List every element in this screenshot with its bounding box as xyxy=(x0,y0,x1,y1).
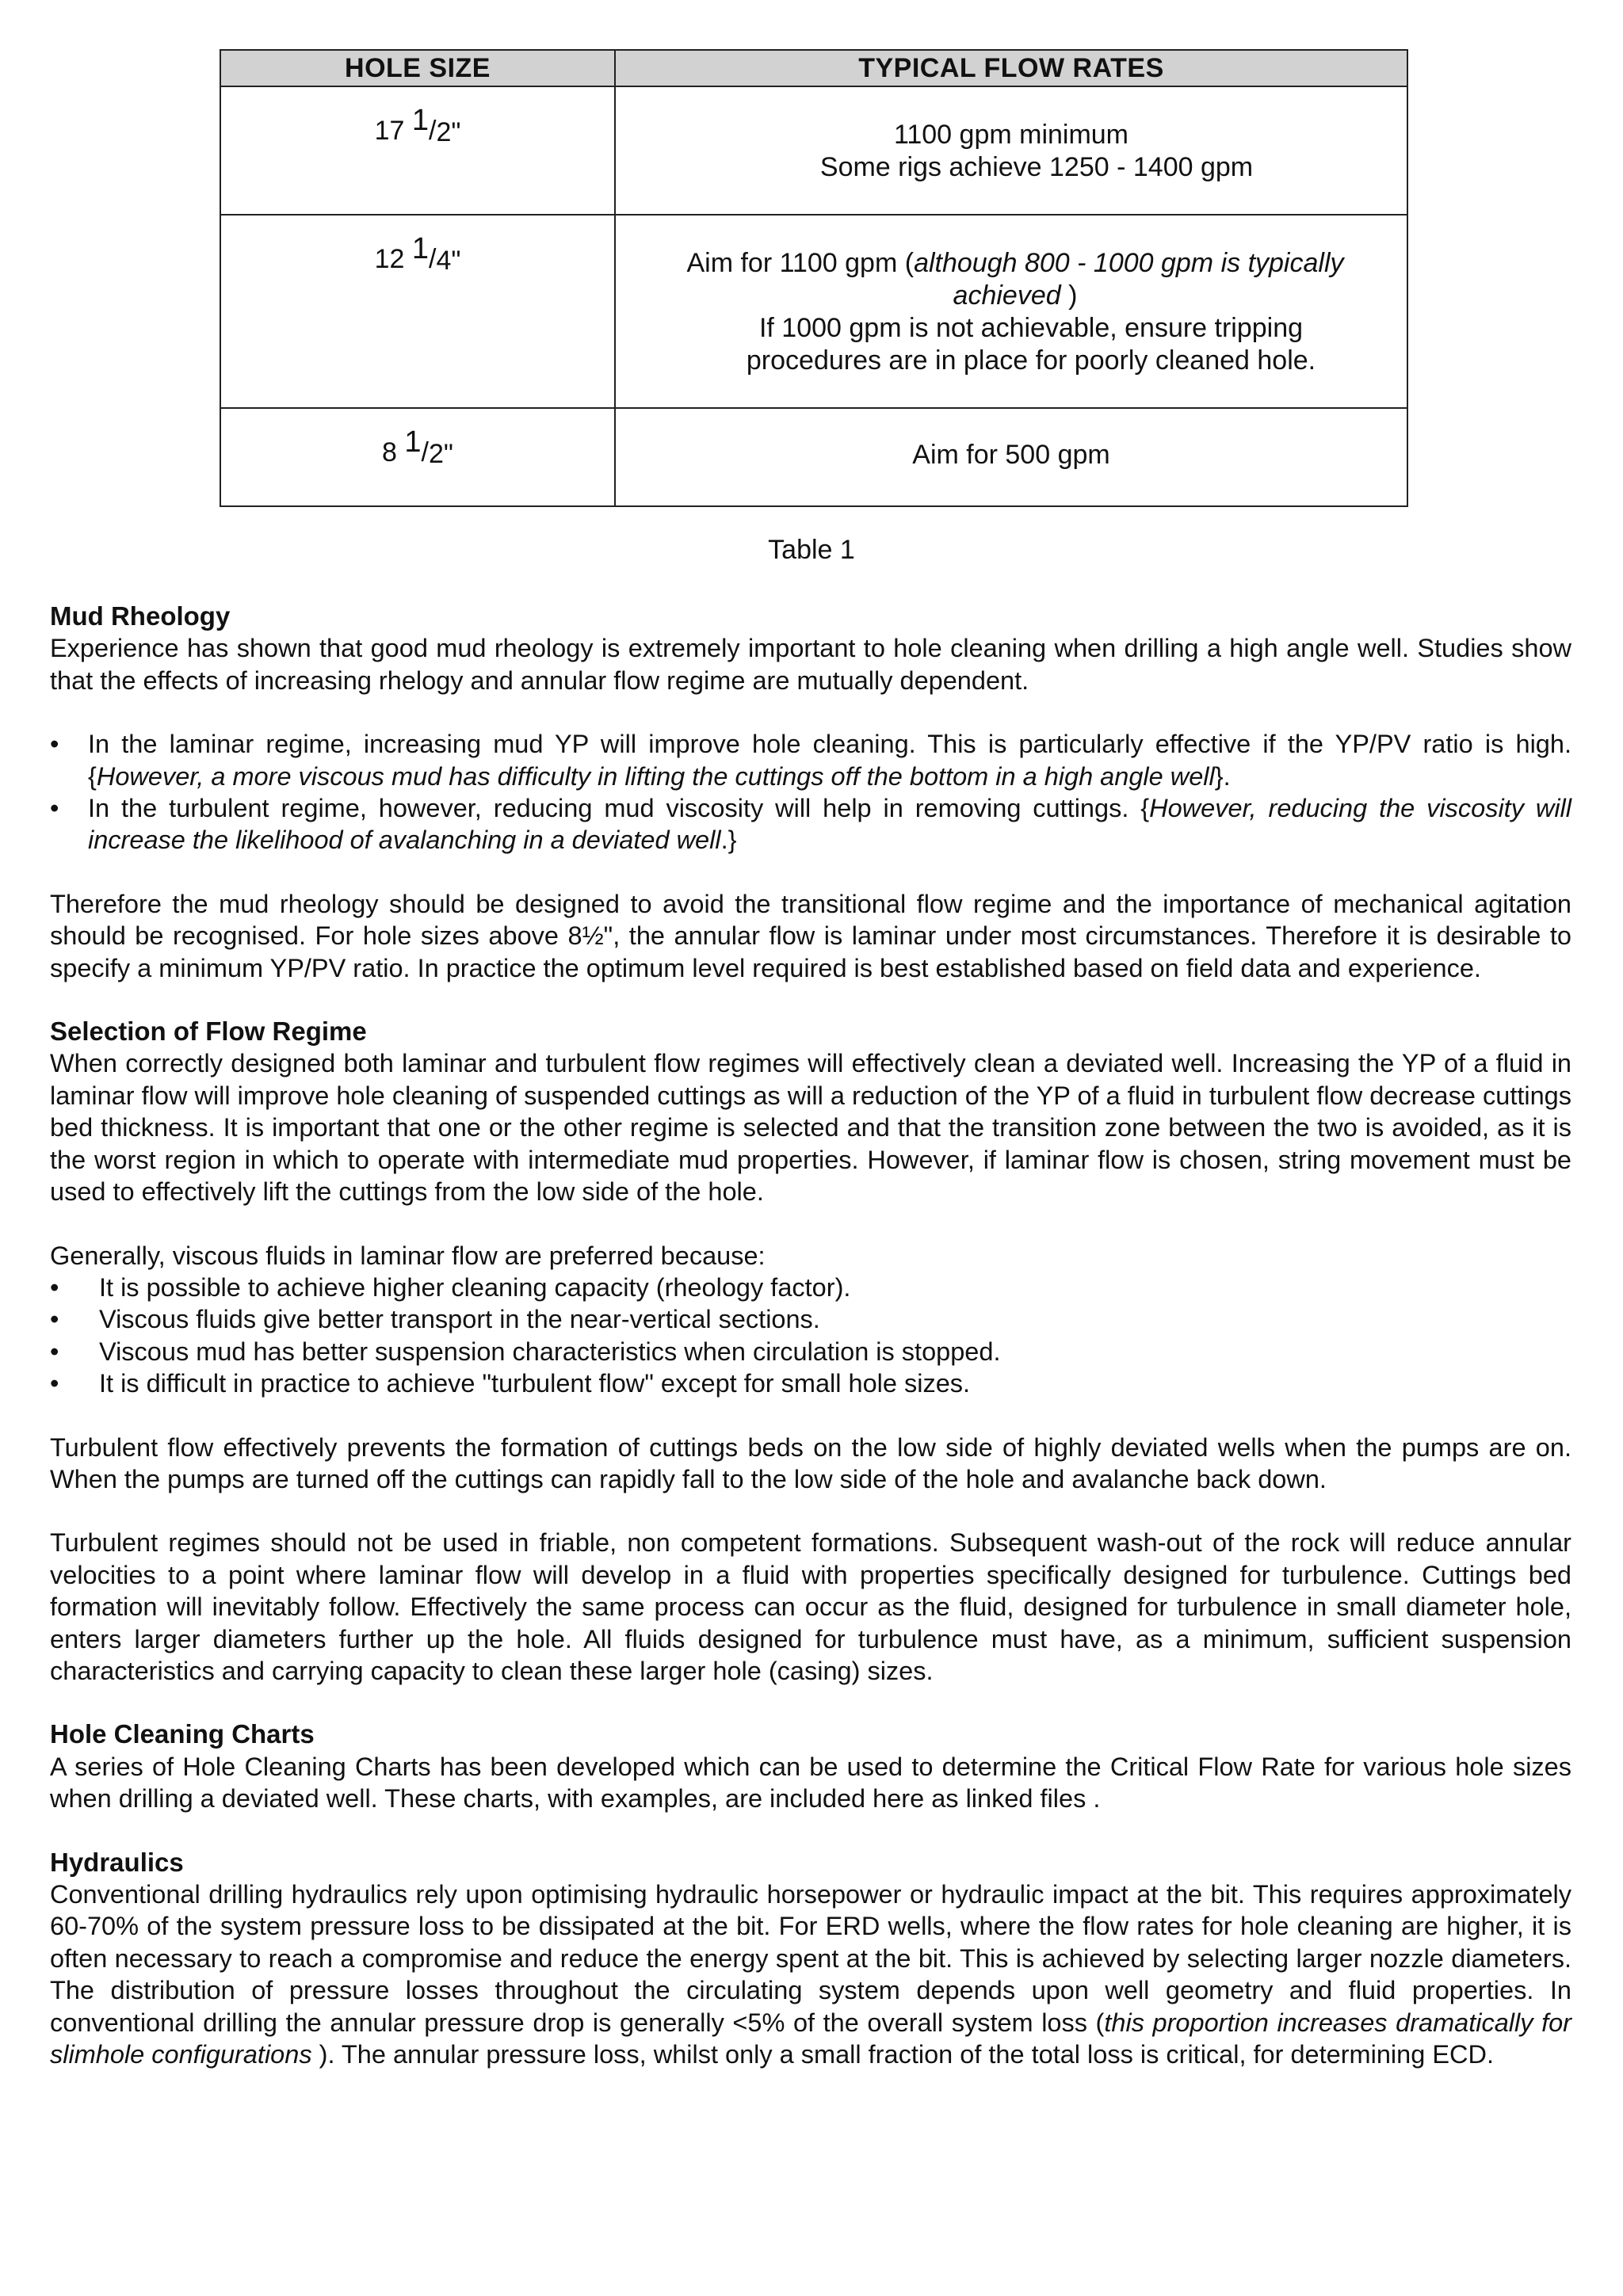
flow-rate-table xyxy=(220,49,1408,507)
table-caption: Table 1 xyxy=(768,535,855,565)
heading-mud-rheology: Mud Rheology xyxy=(50,601,231,631)
flow-rate-line: Some rigs achieve 1250 - 1400 gpm xyxy=(819,152,1254,182)
heading-hydraulics: Hydraulics xyxy=(50,1847,184,1877)
paragraph: Therefore the mud rheology should be designed to avoid the transitional flow regime and the importance of mechanical agitation should be recognised. For hole sizes above 8½", the annular flow is laminar under most circumstances. Therefore it is desirable to specify a minimum YP/PV ratio. In practice the optimum level required is best established based on field data and experience. xyxy=(50,889,1571,982)
table-row xyxy=(220,86,1407,215)
list-item: • It is possible to achieve higher cleaning capacity (rheology factor). xyxy=(50,1272,1571,1303)
flow-rate-line: Aim for 500 gpm xyxy=(912,440,1110,470)
heading-hole-cleaning-charts: Hole Cleaning Charts xyxy=(50,1719,315,1749)
hole-size-cell xyxy=(220,408,615,506)
heading-selection-of-flow-regime: Selection of Flow Regime xyxy=(50,1016,367,1047)
header-hole-size: HOLE SIZE xyxy=(220,50,615,86)
table-row xyxy=(220,215,1407,408)
paragraph: Conventional drilling hydraulics rely upon optimising hydraulic horsepower or hydraulic impact at the bit. This requires approximately 60-70% of the system pressure loss to be dissipated at the bit. For ERD wells, where the flow rates for hole cleaning are higher, it is often necessary to reach a compromise and reduce the energy spent at the bit. This is achieved by selecting larger nozzle diameters. The distribution of pressure losses throughout the circulating system depends upon well geometry and fluid properties. In conventional drilling the annular pressure drop is generally <5% of the overall system loss (this proportion increases dramatically for slimhole configurations ). The annular pressure loss, whilst only a small fraction of the total loss is critical, for determining ECD. xyxy=(50,1880,1571,2069)
paragraph: Experience has shown that good mud rheology is extremely important to hole cleaning when drilling a high angle well. Studies show that the effects of increasing rhelogy and annular flow regime are mutually dependent. xyxy=(50,634,1571,695)
hole-size-cell xyxy=(220,215,615,408)
list-item: • Viscous fluids give better transport in the near-vertical sections. xyxy=(50,1303,1571,1335)
paragraph: Generally, viscous fluids in laminar flow are preferred because: xyxy=(50,1241,766,1270)
paragraph: Turbulent regimes should not be used in friable, non competent formations. Subsequent wash-out of the rock will reduce annular velocities to a point where laminar flow will develop in a fluid with properties specifically designed for turbulence. Cuttings bed formation will inevitably follow. Effectively the same process can occur as the fluid, designed for turbulence in small diameter hole, enters larger diameters further up the hole. All fluids designed for turbulence must have, as a minimum, sufficient suspension characteristics and carrying capacity to clean these larger hole (casing) sizes. xyxy=(50,1528,1571,1685)
hole-size-value: 8 $^1/_{2"}$ xyxy=(382,425,453,469)
list-item: • Viscous mud has better suspension characteristics when circulation is stopped. xyxy=(50,1336,1571,1367)
hole-size-value: 12 $^1/_{4"}$ xyxy=(374,232,461,276)
list-item: • It is difficult in practice to achieve "turbulent flow" except for small hole sizes. xyxy=(50,1367,1571,1399)
flow-rate-cell xyxy=(615,408,1407,506)
paragraph: Turbulent flow effectively prevents the formation of cuttings beds on the low side of highly deviated wells when the pumps are on. When the pumps are turned off the cuttings can rapidly fall to the low side of the hole and avalanche back down. xyxy=(50,1432,1571,1493)
hole-size-cell xyxy=(220,86,615,215)
laminar-reasons-list xyxy=(50,1272,1571,1400)
table-row xyxy=(220,408,1407,506)
flow-rate-cell xyxy=(615,86,1407,215)
flow-rate-line: 1100 gpm minimum xyxy=(893,120,1129,150)
document-body xyxy=(50,601,1571,2070)
flow-rate-line: If 1000 gpm is not achievable, ensure tripping procedures are in place for poorly cleaned hole. xyxy=(746,313,1316,376)
rheology-bullet-list xyxy=(50,728,1571,856)
header-typical-flow-rates: TYPICAL FLOW RATES xyxy=(615,50,1407,86)
flow-rate-line: Aim for 1100 gpm (although 800 - 1000 gpm is typically achieved ) xyxy=(686,248,1344,311)
hole-size-value: 17 $^1/_{2"}$ xyxy=(374,104,461,147)
table-header-row xyxy=(220,50,1407,86)
list-item: • In the laminar regime, increasing mud YP will improve hole cleaning. This is particularly effective if the YP/PV ratio is high. {However, a more viscous mud has difficulty in lifting the cuttings off the bottom in a high angle well}. xyxy=(50,728,1571,792)
paragraph: A series of Hole Cleaning Charts has been developed which can be used to determine the Critical Flow Rate for various hole sizes when drilling a deviated well. These charts, with examples, are included here as linked files . xyxy=(50,1752,1571,1814)
flow-rate-cell xyxy=(615,215,1407,408)
paragraph: When correctly designed both laminar and turbulent flow regimes will effectively clean a deviated well. Increasing the YP of a fluid in laminar flow will improve hole cleaning of suspended cuttings as will a reduction of the YP of a fluid in turbulent flow decrease cuttings bed thickness. It is important that one or the other regime is selected and that the transition zone between the two is avoided, as it is the worst region in which to operate with intermediate mud properties. However, if laminar flow is chosen, string movement must be used to effectively lift the cuttings from the low side of the hole. xyxy=(50,1049,1571,1207)
list-item: • In the turbulent regime, however, reducing mud viscosity will help in removing cuttings. {However, reducing the viscosity will increase the likelihood of avalanching in a deviated well.} xyxy=(50,792,1571,856)
